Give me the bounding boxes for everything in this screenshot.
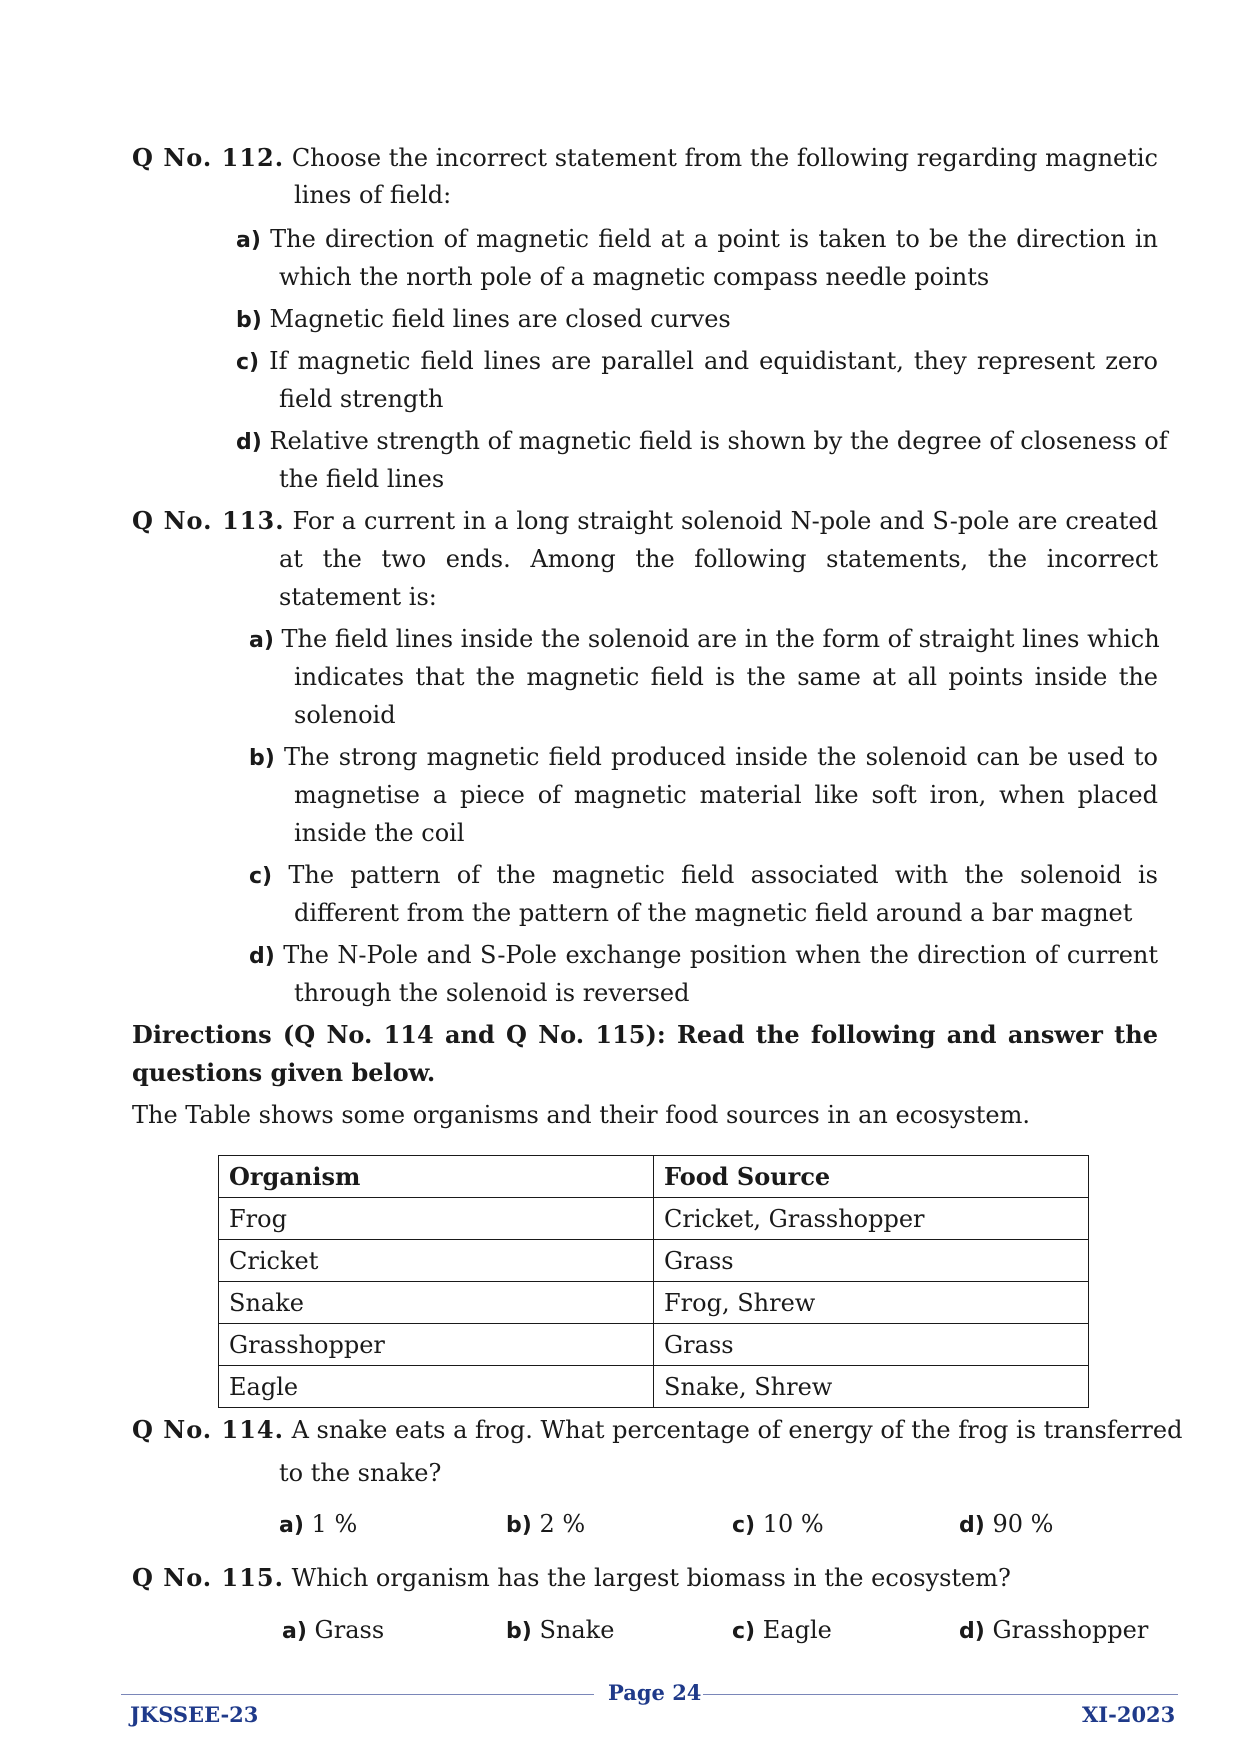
q113-option-a: a) The field lines inside the solenoid are in the form of straight lines which [249,625,1160,653]
table-row [219,1240,1089,1282]
q113-option-d-line-2: through the solenoid is reversed [294,979,690,1007]
q113-option-b-line-3: inside the coil [294,819,465,847]
table-cell-food-source: Snake, Shrew [654,1366,1089,1408]
q113-stem-line-1: Q No. 113. For a current in a long straight solenoid N-pole and S-pole are created [132,506,1158,535]
q115-option-d: d) Grasshopper [959,1616,1149,1644]
q114-stem-line-2: to the snake? [279,1459,442,1487]
q115-option-b: b) Snake [506,1616,615,1644]
table-row [219,1282,1089,1324]
q113-number: Q No. 113. [132,506,285,535]
q113-option-b-line-2: magnetise a piece of magnetic material like soft iron, when placed [294,781,1158,809]
q112-stem-line-2: lines of field: [294,181,452,209]
table-cell-organism: Eagle [219,1366,654,1408]
footer-rule-right [703,1694,1178,1695]
q113-option-a-line-2: indicates that the magnetic field is the same at all points inside the [294,663,1158,691]
q112-option-b: b) Magnetic field lines are closed curves [236,305,731,333]
footer-exam-code: JKSSEE-23 [130,1702,259,1727]
q113-option-c: c) The pattern of the magnetic field associated with the solenoid is [249,861,1158,889]
table-row [219,1324,1089,1366]
q113-option-c-line-2: different from the pattern of the magnetic field around a bar magnet [294,899,1133,927]
q112-option-a: a) The direction of magnetic field at a point is taken to be the direction in [236,225,1158,253]
table-header-food-source: Food Source [654,1156,1089,1198]
q112-option-a-line-2: which the north pole of a magnetic compass needle points [279,263,990,291]
table-header-row [219,1156,1089,1198]
q115-option-a: a) Grass [282,1616,385,1644]
q112-stem-line-1: Q No. 112. Choose the incorrect statement from the following regarding magnetic [132,143,1158,172]
footer-rule-left [121,1694,594,1695]
q114-option-a: a) 1 % [279,1510,358,1538]
q112-option-c: c) If magnetic field lines are parallel and equidistant, they represent zero [236,347,1158,375]
q112-option-d: d) Relative strength of magnetic field is shown by the degree of closeness of [236,427,1168,455]
table-cell-food-source: Grass [654,1324,1089,1366]
table-cell-organism: Frog [219,1198,654,1240]
table-row [219,1366,1089,1408]
table-cell-organism: Cricket [219,1240,654,1282]
table-cell-organism: Snake [219,1282,654,1324]
q113-option-b: b) The strong magnetic field produced inside the solenoid can be used to [249,743,1158,771]
q115-option-c: c) Eagle [732,1616,832,1644]
q113-option-a-line-3: solenoid [294,701,396,729]
q113-option-d: d) The N-Pole and S-Pole exchange position when the direction of current [249,941,1158,969]
table-cell-food-source: Grass [654,1240,1089,1282]
q113-stem-line-3: statement is: [279,583,437,611]
q115-stem-line-1: Q No. 115. Which organism has the largest biomass in the ecosystem? [132,1563,1011,1592]
q114-option-c: c) 10 % [732,1510,824,1538]
table-intro: The Table shows some organisms and their food sources in an ecosystem. [132,1101,1031,1129]
table-cell-food-source: Frog, Shrew [654,1282,1089,1324]
directions-line-2: questions given below. [132,1058,436,1087]
table-row [219,1198,1089,1240]
q114-option-d: d) 90 % [959,1510,1054,1538]
directions-line-1: Directions (Q No. 114 and Q No. 115): Read the following and answer the [132,1020,1158,1049]
q112-option-c-line-2: field strength [279,385,444,413]
footer-class-year: XI-2023 [1082,1702,1176,1727]
q114-stem-line-1: Q No. 114. A snake eats a frog. What percentage of energy of the frog is transferred [132,1415,1183,1444]
q114-number: Q No. 114. [132,1415,284,1444]
table-cell-organism: Grasshopper [219,1324,654,1366]
organism-food-table [218,1155,1089,1408]
q112-number: Q No. 112. [132,143,285,172]
q112-option-d-line-2: the field lines [279,465,445,493]
q114-option-b: b) 2 % [506,1510,586,1538]
table-header-organism: Organism [219,1156,654,1198]
q115-number: Q No. 115. [132,1563,284,1592]
q113-stem-line-2: at the two ends. Among the following statements, the incorrect [279,545,1158,573]
page-number: Page 24 [608,1680,702,1705]
table-cell-food-source: Cricket, Grasshopper [654,1198,1089,1240]
